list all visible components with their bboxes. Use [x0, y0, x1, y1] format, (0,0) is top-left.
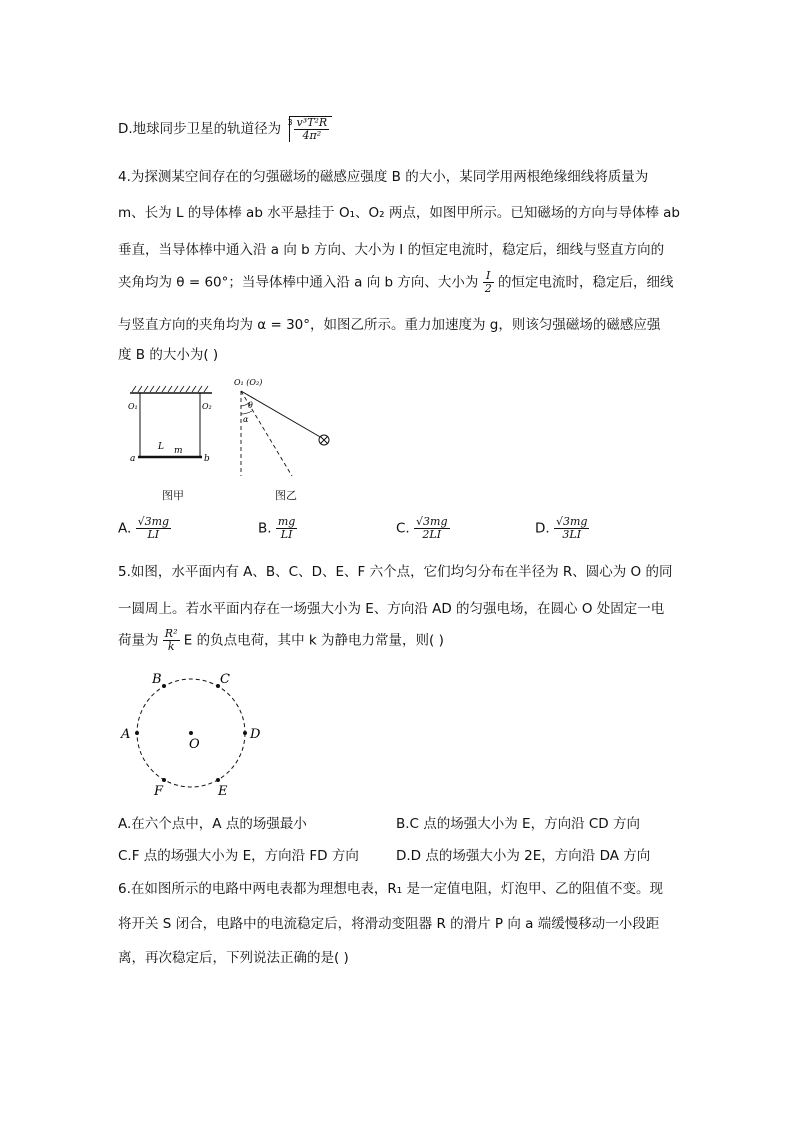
label-a: a: [130, 454, 136, 464]
cube-root-expression: [289, 116, 332, 142]
caption-jia: 图甲: [162, 489, 184, 502]
label-o2: O₂: [202, 402, 212, 411]
label-A: A: [121, 727, 131, 742]
q4-option-c[interactable]: [396, 516, 450, 541]
point-f: [162, 778, 166, 782]
label-o1-o2: O₁ (O₂): [234, 378, 263, 387]
figure-circle: [116, 668, 276, 798]
root-numerator: v³T²R: [296, 116, 328, 129]
label-B: B: [152, 672, 162, 687]
q4-line-5: 与竖直方向的夹角均为 α = 30°，如图乙所示。重力加速度为 g，则该匀强磁场的磁感应强: [118, 317, 661, 333]
option-letter: A.: [118, 520, 132, 537]
q4-line-4: [118, 270, 673, 295]
frac-num: R²: [164, 627, 178, 640]
frac-den: k: [167, 640, 175, 654]
q4-option-b[interactable]: [258, 516, 297, 541]
frac-num: √3mg: [555, 515, 588, 528]
root-denominator: 4π²: [302, 129, 322, 143]
label-E: E: [218, 784, 228, 798]
option-fraction: [136, 516, 171, 541]
label-C: C: [220, 672, 230, 687]
ceiling-hatch: [132, 386, 208, 392]
q3-option-d: [118, 116, 332, 142]
frac-num: √3mg: [137, 515, 170, 528]
root-index: 3: [287, 118, 293, 127]
point-e: [216, 778, 220, 782]
label-F: F: [154, 784, 164, 798]
q5-option-c[interactable]: C.F 点的场强大小为 E，方向沿 FD 方向: [118, 848, 359, 864]
label-O: O: [189, 737, 200, 752]
label-alpha: α: [243, 415, 249, 424]
frac-den: LI: [280, 528, 293, 542]
point-o: [189, 731, 193, 735]
option-fraction: [414, 516, 449, 541]
option-fraction: [276, 516, 297, 541]
point-b: [162, 684, 166, 688]
point-a: [135, 731, 139, 735]
label-m: m: [174, 446, 183, 456]
caption-yi: 图乙: [275, 489, 297, 502]
label-theta: θ: [248, 401, 253, 410]
q3-option-d-prefix: D.地球同步卫星的轨道径为: [118, 121, 282, 138]
q4-option-d[interactable]: [535, 516, 589, 541]
frac-den: LI: [147, 528, 160, 542]
q5-line-3-post: E 的负点电荷，其中 k 为静电力常量，则( ): [183, 632, 444, 649]
q4-line-3: 垂直，当导体棒中通入沿 a 向 b 方向、大小为 I 的恒定电流时，稳定后，细线与竖直方向的: [118, 242, 665, 258]
q4-option-a[interactable]: [118, 516, 171, 541]
q4-current-fraction: [483, 270, 494, 295]
label-b: b: [204, 454, 210, 464]
figure-jia: [120, 385, 220, 475]
q5-charge-fraction: [163, 628, 180, 653]
frac-num: I: [483, 270, 494, 283]
q4-line-4-post: 的恒定电流时，稳定后，细线: [497, 274, 674, 291]
frac-den: 2: [484, 282, 492, 296]
root-fraction: [294, 117, 329, 142]
frac-num: mg: [277, 515, 296, 528]
q4-line-1: 4.为探测某空间存在的匀强磁场的磁感应强度 B 的大小，某同学用两根绝缘细线将质量为: [118, 169, 649, 185]
frac-den: 3LI: [562, 528, 582, 542]
q6-line-1: 6.在如图所示的电路中两电表都为理想电表，R₁ 是一定值电阻，灯泡甲、乙的阻值不变。现: [118, 881, 663, 897]
q4-line-2: m、长为 L 的导体棒 ab 水平悬挂于 O₁、O₂ 两点，如图甲所示。已知磁场的方向与导体棒 ab: [118, 205, 680, 221]
q5-option-d[interactable]: D.D 点的场强大小为 2E，方向沿 DA 方向: [396, 848, 651, 864]
q5-line-1: 5.如图，水平面内有 A、B、C、D、E、F 六个点，它们均匀分布在半径为 R、圆心为 O 的同: [118, 564, 673, 580]
frac-den: 2LI: [422, 528, 442, 542]
q6-line-3: 离，再次稳定后，下列说法正确的是( ): [118, 950, 349, 966]
frac-num: √3mg: [416, 515, 448, 528]
option-letter: B.: [258, 520, 272, 537]
q4-line-4-pre: 夹角均为 θ = 60°；当导体棒中通入沿 a 向 b 方向、大小为: [118, 274, 479, 291]
point-d: [243, 731, 247, 735]
q4-line-6: 度 B 的大小为( ): [118, 347, 219, 363]
option-letter: C.: [396, 520, 410, 537]
q5-line-3-pre: 荷量为: [118, 632, 159, 649]
label-o1: O₁: [128, 402, 138, 411]
alpha-arc: [241, 411, 252, 414]
option-fraction: [554, 516, 589, 541]
label-L: L: [158, 442, 164, 452]
q5-line-3: [118, 628, 444, 653]
q5-option-b[interactable]: B.C 点的场强大小为 E，方向沿 CD 方向: [396, 816, 640, 832]
label-D: D: [250, 727, 261, 742]
option-letter: D.: [535, 520, 550, 537]
q5-option-a[interactable]: A.在六个点中，A 点的场强最小: [118, 816, 307, 832]
figure-yi: [228, 374, 338, 478]
q6-line-2: 将开关 S 闭合，电路中的电流稳定后，将滑动变阻器 R 的滑片 P 向 a 端缓慢移动一小段距: [118, 916, 660, 932]
thread-line: [241, 391, 322, 438]
q5-line-2: 一圆周上。若水平面内存在一场强大小为 E、方向沿 AD 的匀强电场，在圆心 O 处固定一电: [118, 601, 665, 617]
